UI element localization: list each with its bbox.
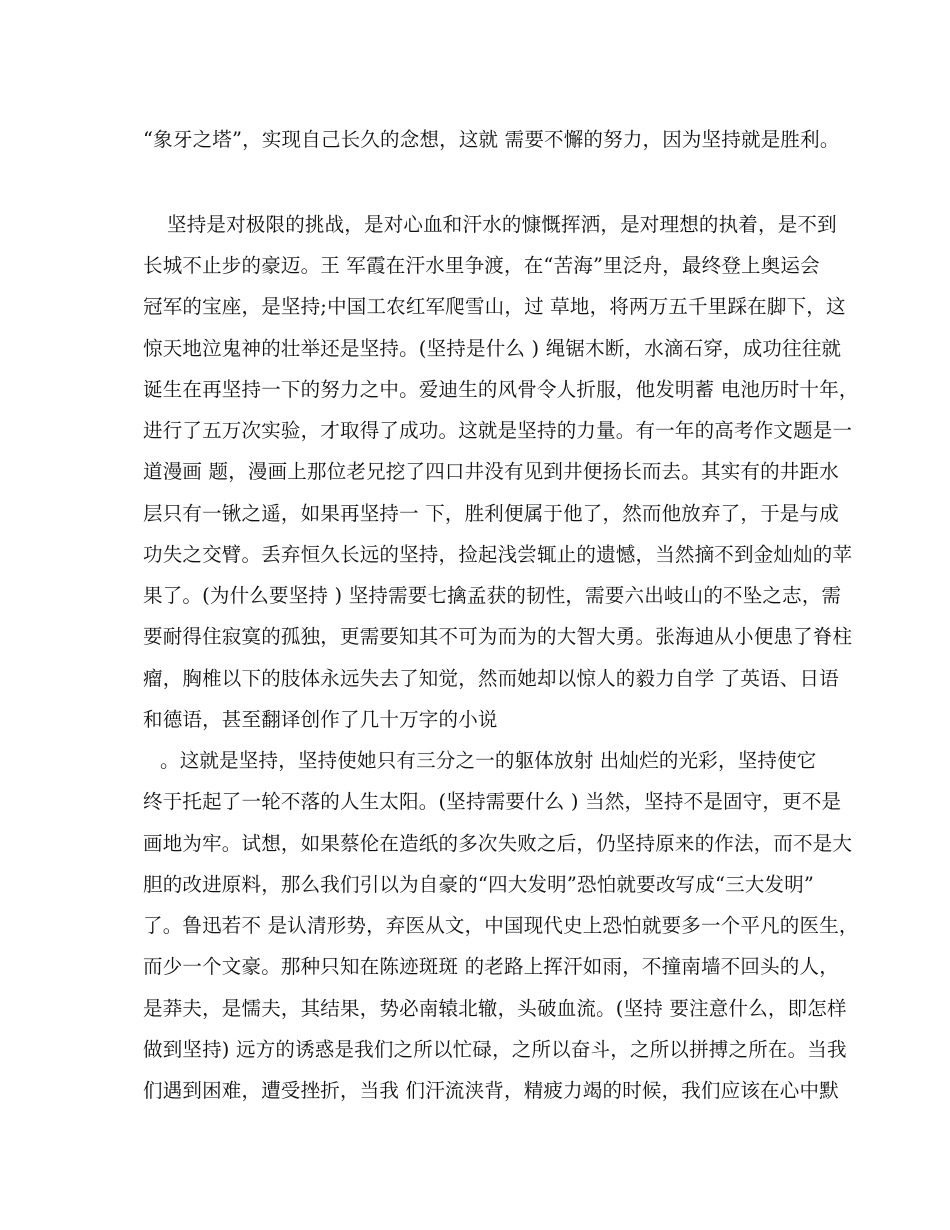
text-line: 长城不止步的豪迈。王 军霞在汗水里争渡，在“苦海”里泛舟，最终登上奥运会 <box>143 254 820 277</box>
text-line: 层只有一锹之遥，如果再坚持一 下，胜利便属于他了，然而他放弃了，于是与成 <box>143 502 839 525</box>
text-line: “象牙之塔”，实现自己长久的念想，这就 需要不懈的努力，因为坚持就是胜利。 <box>143 128 840 151</box>
text-line: 惊天地泣鬼神的壮举还是坚持。(坚持是什么 ) 绳锯木断，水滴石穿，成功往往就 <box>143 337 842 360</box>
text-line: 瘤，胸椎以下的肢体永远失去了知觉，然而她却以惊人的毅力自学 了英语、日语 <box>143 667 839 690</box>
paragraph-first-line: 坚持是对极限的挑战，是对心血和汗水的慷慨挥洒，是对理想的执着，是不到 <box>167 213 837 236</box>
text-line: 了。鲁迅若不 是认清形势，弃医从文，中国现代史上恐怕就要多一个平凡的医生， <box>143 914 859 937</box>
text-line: 诞生在再坚持一下的努力之中。爱迪生的风骨令人折服，他发明蓄 电池历时十年， <box>143 378 859 401</box>
text-line: 冠军的宝座，是坚持;中国工农红军爬雪山，过 草地，将两万五千里踩在脚下，这 <box>143 295 846 318</box>
text-line: 果了。(为什么要坚持 ) 坚持需要七擒孟获的韧性，需要六出岐山的不坠之志，需 <box>143 584 842 607</box>
text-line: 是莽夫，是懦夫，其结果，势必南辕北辙，头破血流。(坚持 要注意什么，即怎样 <box>143 997 847 1020</box>
text-line: 做到坚持) 远方的诱惑是我们之所以忙碌，之所以奋斗，之所以拼搏之所在。当我 <box>143 1038 847 1061</box>
text-line: 要耐得住寂寞的孤独，更需要知其不可为而为的大智大勇。张海迪从小便患了脊柱 <box>143 625 853 648</box>
paragraph-first-line: 。这就是坚持，坚持使她只有三分之一的躯体放射 出灿烂的光彩，坚持使它 <box>160 749 817 772</box>
text-line: 功失之交臂。丢弃恒久长远的坚持，捡起浅尝辄止的遗憾，当然摘不到金灿灿的苹 <box>143 543 853 566</box>
text-line: 和德语，甚至翻译创作了几十万字的小说 <box>143 708 498 731</box>
text-line: 终于托起了一轮不落的人生太阳。(坚持需要什么 ) 当然，坚持不是固守，更不是 <box>143 790 842 813</box>
text-line: 画地为牢。试想，如果蔡伦在造纸的多次失败之后，仍坚持原来的作法，而不是大 <box>143 832 853 855</box>
text-line: 进行了五万次实验，才取得了成功。这就是坚持的力量。有一年的高考作文题是一 <box>143 419 853 442</box>
text-line: 而少一个文豪。那种只知在陈迹斑斑 的老路上挥汗如雨，不撞南墙不回头的人， <box>143 955 839 978</box>
text-line: 胆的改进原料，那么我们引以为自豪的“四大发明”恐怕就要改写成“三大发明” <box>143 873 815 896</box>
text-line: 们遇到困难，遭受挫折，当我 们汗流浃背，精疲力竭的时候，我们应该在心中默 <box>143 1079 839 1102</box>
text-line: 道漫画 题，漫画上那位老兄挖了四口井没有见到井便扬长而去。其实有的井距水 <box>143 460 839 483</box>
